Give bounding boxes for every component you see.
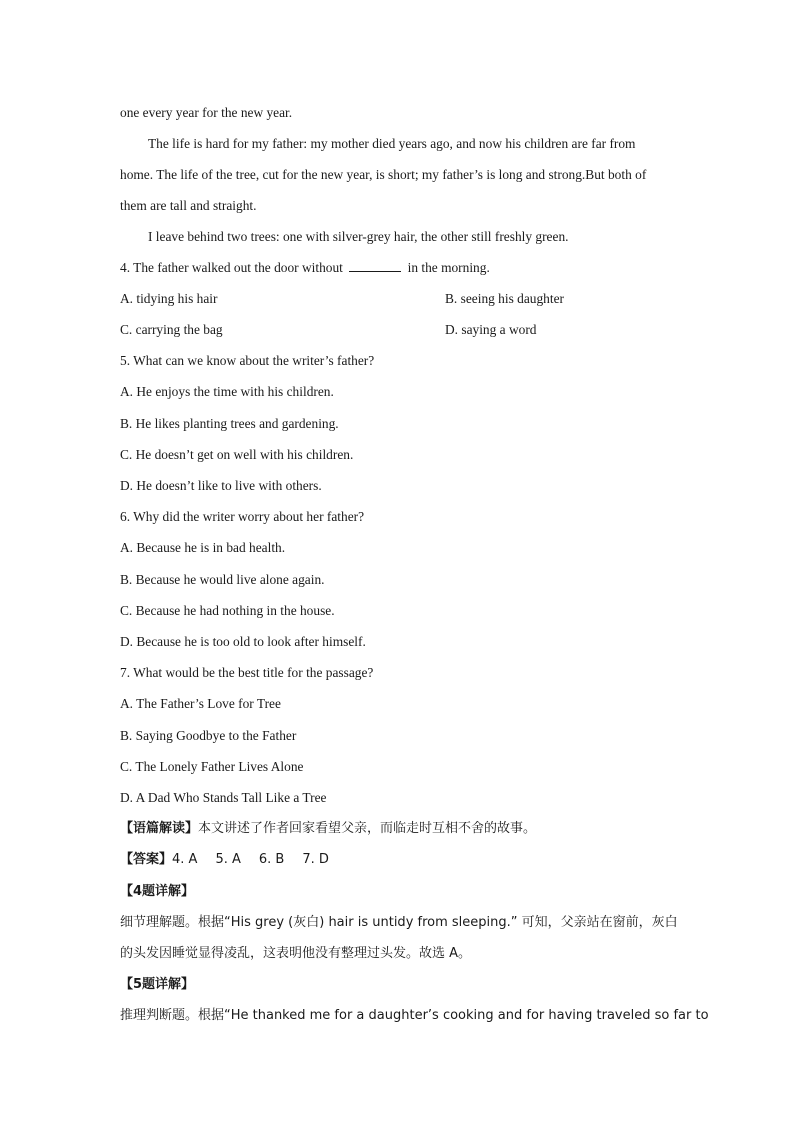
question-5-stem: 5. What can we know about the writer’s father?: [120, 353, 375, 368]
option-b: B. Saying Goodbye to the Father: [120, 728, 297, 743]
option-c: C. carrying the bag: [120, 322, 223, 337]
option-b: B. seeing his daughter: [445, 291, 565, 306]
option-c: C. He doesn’t get on well with his children.: [120, 447, 354, 462]
answer-item: 6. B: [258, 852, 285, 867]
option-d: D. He doesn’t like to live with others.: [120, 478, 322, 493]
passage-line: them are tall and straight.: [120, 198, 257, 213]
summary-line: [120, 820, 536, 838]
option-b: B. He likes planting trees and gardening.: [120, 416, 339, 431]
option-c: C. The Lonely Father Lives Alone: [120, 759, 304, 774]
passage-line: I leave behind two trees: one with silver-grey hair, the other still freshly green.: [148, 229, 569, 244]
option-d: D. saying a word: [445, 322, 537, 337]
question-6-stem: 6. Why did the writer worry about her father?: [120, 509, 365, 524]
q4-detail-text: 细节理解题。根据“His grey (灰白) hair is untidy from sleeping.” 可知，父亲站在窗前，灰白: [120, 915, 678, 930]
passage-line: The life is hard for my father: my mother died years ago, and now his children are far from: [148, 136, 636, 151]
answer-item: 5. A: [215, 852, 241, 867]
option-a: A. Because he is in bad health.: [120, 540, 286, 555]
summary-text: 本文讲述了作者回家看望父亲，而临走时互相不舍的故事。: [198, 821, 537, 836]
option-d: D. A Dad Who Stands Tall Like a Tree: [120, 790, 327, 805]
passage-line: home. The life of the tree, cut for the new year, is short; my father’s is long and strong.But both of: [120, 167, 647, 182]
answer-label: 【答案】: [120, 852, 173, 867]
q5-detail-text: 推理判断题。根据“He thanked me for a daughter’s cooking and for having traveled so far to: [120, 1008, 709, 1023]
option-a: A. tidying his hair: [120, 291, 218, 306]
q5-detail-label: 【5题详解】: [120, 977, 195, 992]
question-7-stem: 7. What would be the best title for the passage?: [120, 665, 374, 680]
option-d: D. Because he is too old to look after himself.: [120, 634, 366, 649]
answer-item: 7. D: [302, 852, 329, 867]
option-b: B. Because he would live alone again.: [120, 572, 325, 587]
question-4-stem: [120, 259, 490, 277]
answer-blank: [349, 259, 401, 272]
question-stem-text: in the morning.: [407, 260, 490, 275]
passage-line: one every year for the new year.: [120, 105, 293, 120]
option-c: C. Because he had nothing in the house.: [120, 603, 335, 618]
option-a: A. He enjoys the time with his children.: [120, 384, 334, 399]
q4-detail-label: 【4题详解】: [120, 884, 195, 899]
question-stem-text: 4. The father walked out the door without: [120, 260, 343, 275]
answer-item: 4. A: [172, 852, 198, 867]
option-a: A. The Father’s Love for Tree: [120, 696, 281, 711]
answer-line: [120, 851, 329, 869]
summary-label: 【语篇解读】: [120, 821, 199, 836]
q4-detail-text: 的头发因睡觉显得凌乱，这表明他没有整理过头发。故选 A。: [120, 946, 472, 961]
